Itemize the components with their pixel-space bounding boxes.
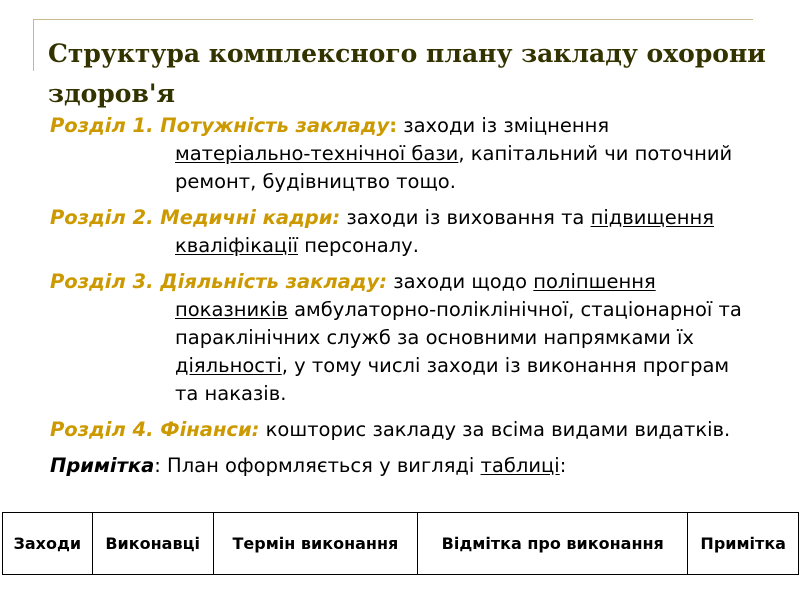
- section-text: персоналу.: [298, 234, 419, 257]
- note-line: [50, 452, 750, 480]
- section-underlined-text: поліпшення показників: [175, 270, 656, 321]
- plan-table-header-cell: Заходи: [3, 513, 93, 575]
- title-left-rule: [33, 19, 34, 71]
- section-heading-punct: :: [389, 114, 397, 137]
- section-4: [50, 416, 750, 444]
- section-1: [50, 112, 750, 196]
- note-text: : План оформляється у вигляді: [154, 454, 481, 477]
- sections-body: [50, 112, 750, 480]
- plan-table-header-cell: Відмітка про виконання: [418, 513, 688, 575]
- section-3: [50, 268, 750, 408]
- section-heading: Розділ 4. Фінанси:: [50, 418, 260, 441]
- plan-table-header-cell: Термін виконання: [213, 513, 417, 575]
- section-text: заходи щодо: [387, 270, 534, 293]
- plan-table-header-cell: Виконавці: [92, 513, 213, 575]
- section-text: , у тому числі заходи із виконання програм та наказів.: [175, 354, 730, 405]
- note-label: Примітка: [50, 454, 155, 477]
- title-top-rule: [33, 19, 753, 20]
- section-heading: Розділ 2. Медичні кадри:: [50, 206, 341, 229]
- section-underlined-text: матеріально-технічної бази: [175, 142, 459, 165]
- plan-table-header-cell: Примітка: [688, 513, 799, 575]
- page-title: Структура комплексного плану закладу охорони здоров'я: [48, 39, 766, 108]
- sections-list: [50, 112, 750, 444]
- section-heading: Розділ 1. Потужність закладу: [50, 114, 390, 137]
- section-text: кошторис закладу за всіма видами видатків.: [259, 418, 731, 441]
- section-heading: Розділ 3. Діяльність закладу:: [50, 270, 388, 293]
- plan-table-header-row: [3, 513, 799, 575]
- section-text: заходи із зміцнення: [397, 114, 610, 137]
- section-text: амбулаторно-поліклінічної, стаціонарної та параклінічних служб за основними напрямками їх: [175, 298, 742, 349]
- note-end: :: [559, 454, 567, 477]
- section-text: , капітальний чи поточний ремонт, будівництво тощо.: [175, 142, 733, 193]
- section-underlined-text: діяльності: [175, 354, 282, 377]
- note-link: таблиці: [480, 454, 560, 477]
- section-text: заходи із виховання та: [340, 206, 591, 229]
- plan-table: [2, 512, 799, 575]
- section-underlined-text: підвищення кваліфікації: [175, 206, 714, 257]
- section-2: [50, 204, 750, 260]
